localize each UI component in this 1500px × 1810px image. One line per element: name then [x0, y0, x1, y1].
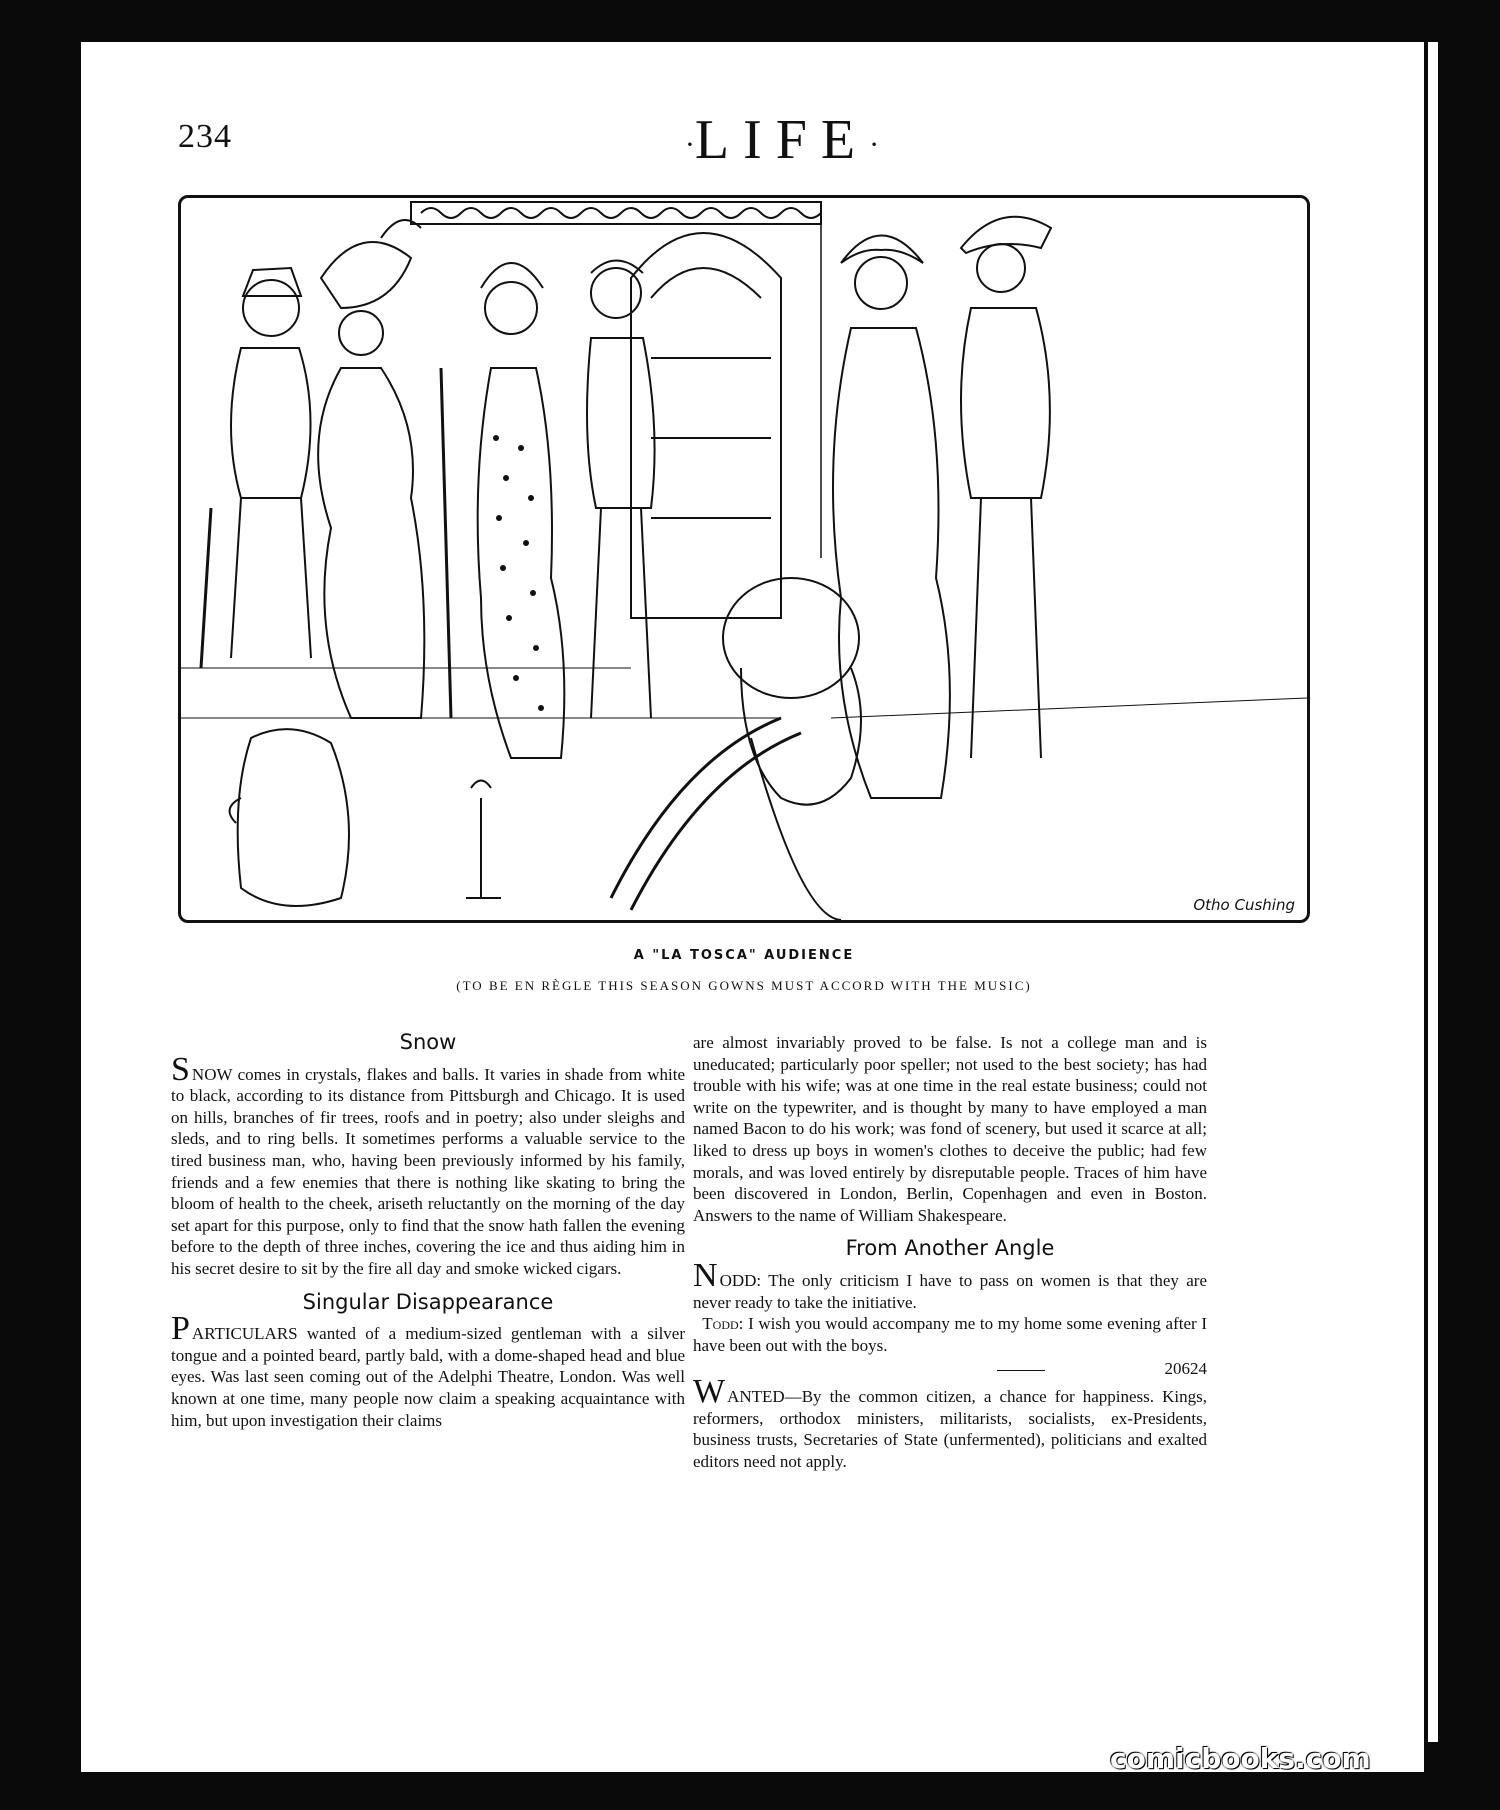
speaker-nodd: ODD:	[719, 1270, 762, 1290]
site-watermark: comicbooks.com	[1110, 1742, 1371, 1775]
dropcap-snow: S	[171, 1050, 190, 1088]
dropcap-disappearance: P	[171, 1310, 190, 1348]
right-column	[693, 1032, 1207, 1484]
separator-with-number	[693, 1358, 1207, 1380]
dialogue-line-1: The only criticism I have to pass on women is that they are never ready to take the initiative.	[693, 1270, 1207, 1312]
artist-signature: Otho Cushing	[1193, 896, 1295, 914]
illustration-drawing	[181, 198, 1307, 920]
masthead-dot-right: ·	[869, 128, 880, 162]
dropcap-wanted: W	[693, 1372, 726, 1410]
masthead	[642, 108, 922, 172]
separator-rule	[997, 1370, 1045, 1371]
article-body-angle	[693, 1256, 1207, 1356]
illustration-caption: A "LA TOSCA" AUDIENCE	[633, 948, 855, 963]
article-body-wanted	[693, 1372, 1207, 1472]
article-body-disappearance	[171, 1310, 685, 1431]
speaker-todd: Todd:	[702, 1314, 744, 1334]
illustration	[178, 195, 1310, 923]
article-title-snow: Snow	[399, 1030, 457, 1054]
dropcap-angle: N	[693, 1256, 718, 1294]
article-text-disappearance-left: ARTICULARS wanted of a medium-sized gentleman with a silver tongue and a pointed beard, partly bald, with a dome-shaped head and blue eyes. Was last seen coming out of the Adelphi Theatre, London. Was well known at one time, many people now claim a speaking acquaintance with him, but upon investigation their claims	[171, 1324, 685, 1430]
illustration-subcaption: (TO BE EN RÈGLE THIS SEASON GOWNS MUST ACCORD WITH THE MUSIC)	[456, 978, 1032, 993]
adjacent-page-edge	[1428, 42, 1438, 1742]
page-number: 234	[178, 118, 232, 155]
masthead-dot-left: ·	[684, 128, 695, 162]
left-column	[171, 1032, 685, 1443]
article-text-disappearance-right: are almost invariably proved to be false. Is not a college man and is uneducated; particularly poor speller; not used to the best society; has had trouble with his wife; was at one time in the real estate business; could not write on the typewriter, and is thought by many to have employed a man named Bacon to do his work; was fond of scenery, but used it scarce at all; liked to dress up boys in women's clothes to deceive the public; had few morals, and was loved entirely by disreputable people. Traces of him have been discovered in London, Berlin, Copenhagen and even in Boston. Answers to the name of William Shakespeare.	[693, 1033, 1207, 1225]
article-text-wanted: ANTED—By the common citizen, a chance for happiness. Kings, reformers, orthodox ministers, militarists, socialists, ex-Presidents, business trusts, Secretaries of State (unfermented), politicians and exalted editors need not apply.	[693, 1386, 1207, 1471]
article-title-angle: From Another Angle	[845, 1236, 1055, 1261]
article-body-snow	[171, 1050, 685, 1280]
item-number: 20624	[1164, 1359, 1207, 1379]
masthead-title: LIFE	[694, 109, 870, 171]
article-title-disappearance: Singular Disappearance	[302, 1289, 554, 1314]
article-text-snow: NOW comes in crystals, flakes and balls. It varies in shade from white to black, according to its distance from Pittsburgh and Chicago. It is used on hills, branches of fir trees, roofs and in poetry; also under sleighs and sleds, and to ring bells. It sometimes performs a valuable service to the tired business man, who, having been previously informed by his family, friends and a few enemies that there is nothing like skating to bring the bloom of health to the cheek, ariseth reluctantly on the morning of the day set apart for this purpose, only to find that the snow hath fallen the evening before to the depth of three inches, covering the ice and thus aiding him in his secret desire to sit by the fire all day and smoke wicked cigars.	[171, 1064, 685, 1278]
dialogue-line-2: I wish you would accompany me to my home some evening after I have been out with the boys.	[693, 1314, 1207, 1355]
